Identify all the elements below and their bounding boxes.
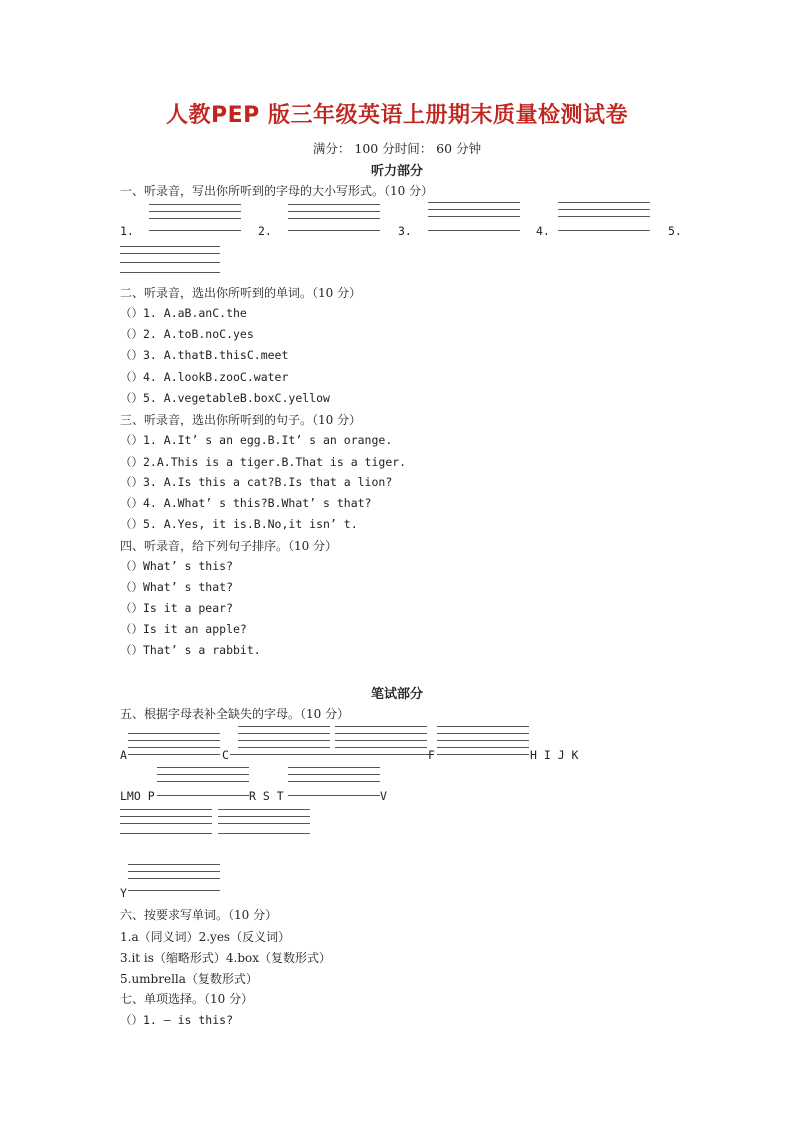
q2-heading: 二、听录音，选出你所听到的单词。（10 分）	[120, 286, 362, 300]
q2-item-5: （）5. A.vegetableB.boxC.yellow	[120, 391, 330, 405]
q7-item-1: （）1. — is this?	[120, 1013, 234, 1027]
q6-heading: 六、按要求写单词。（10 分）	[120, 908, 278, 922]
q2-item-1: （）1. A.aB.anC.the	[120, 306, 247, 320]
exam-title: 人教PEP 版三年级英语上册期末质量检测试卷	[166, 103, 628, 128]
q5-letter-a: A	[120, 748, 127, 762]
q1-label-3: 3.	[398, 224, 412, 238]
q6-item-1: 1.a（同义词）2.yes（反义词）	[120, 930, 291, 944]
q6-item-2: 3.it is（缩略形式）4.box（复数形式）	[120, 951, 332, 965]
q5-letters-lmop: LMO P	[120, 789, 155, 803]
q4-item-5: （）That’ s a rabbit.	[120, 643, 261, 657]
q5-letter-f: F	[428, 748, 435, 762]
q1-label-2: 2.	[258, 224, 272, 238]
q5-letter-c: C	[222, 748, 229, 762]
q3-item-2: （）2.A.This is a tiger.B.That is a tiger.	[120, 455, 407, 469]
listening-section-header: 听力部分	[370, 164, 423, 179]
q3-item-1: （）1. A.It’ s an egg.B.It’ s an orange.	[120, 433, 393, 447]
q3-item-5: （）5. A.Yes, it is.B.No,it isn’ t.	[120, 517, 358, 531]
q5-letter-y: Y	[120, 886, 127, 900]
written-section-header: 笔试部分	[370, 687, 423, 702]
q5-letter-v: V	[380, 789, 387, 803]
q1-heading: 一、听录音，写出你所听到的字母的大小写形式。（10 分）	[120, 184, 434, 198]
q5-letters-hijk: H I J K	[530, 748, 579, 762]
q5-heading: 五、根据字母表补全缺失的字母。（10 分）	[120, 707, 350, 721]
exam-meta: 满分： 100 分时间： 60 分钟	[312, 141, 482, 156]
q3-item-3: （）3. A.Is this a cat?B.Is that a lion?	[120, 475, 393, 489]
q1-label-1: 1.	[120, 224, 134, 238]
q3-item-4: （）4. A.What’ s this?B.What’ s that?	[120, 496, 372, 510]
q4-item-1: （）What’ s this?	[120, 559, 234, 573]
q6-item-3: 5.umbrella（复数形式）	[120, 972, 258, 986]
q1-label-4: 4.	[536, 224, 550, 238]
q2-item-4: （）4. A.lookB.zooC.water	[120, 370, 289, 384]
q7-heading: 七、单项选择。（10 分）	[120, 992, 254, 1006]
q4-item-3: （）Is it a pear?	[120, 601, 234, 615]
q5-letters-rst: R S T	[249, 789, 284, 803]
q4-item-2: （）What’ s that?	[120, 580, 234, 594]
q4-item-4: （）Is it an apple?	[120, 622, 247, 636]
q4-heading: 四、听录音，给下列句子排序。（10 分）	[120, 539, 338, 553]
q2-item-3: （）3. A.thatB.thisC.meet	[120, 348, 289, 362]
q3-heading: 三、听录音，选出你所听到的句子。（10 分）	[120, 413, 362, 427]
q1-label-5: 5.	[668, 224, 682, 238]
q2-item-2: （）2. A.toB.noC.yes	[120, 327, 254, 341]
